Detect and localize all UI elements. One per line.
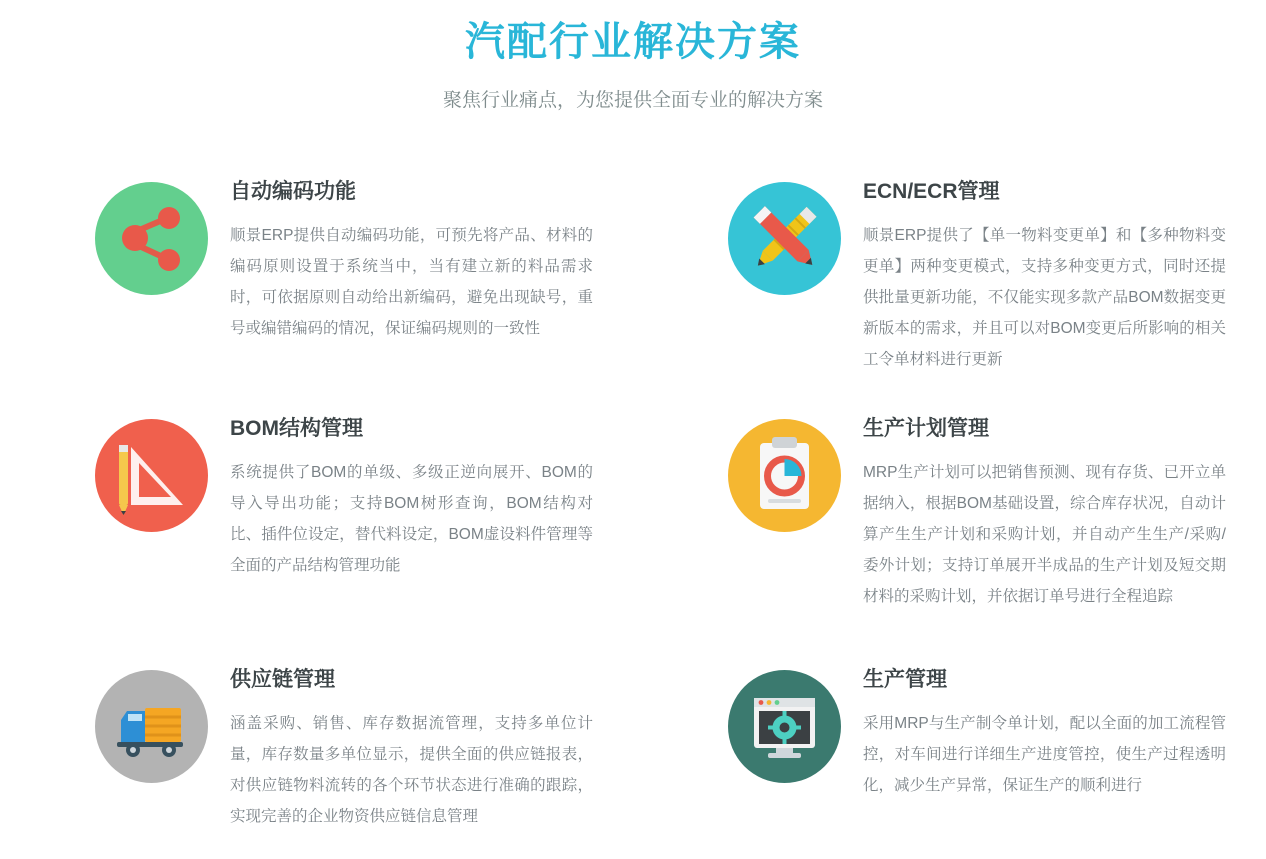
card-text: 顺景ERP提供了【单一物料变更单】和【多种物料变更单】两种变更模式，支持多种变更方式，同时还提供批量更新功能，不仅能实现多款产品BOM数据变更新版本的需求，并且可以对BOM变更后所影响的相关工令单材料进行更新: [863, 227, 1226, 368]
card-text: 采用MRP与生产制令单计划，配以全面的加工流程管控，对车间进行详细生产进度管控，使生产过程透明化，减少生产异常，保证生产的顺利进行: [863, 715, 1226, 794]
pencil-ruler-icon: [728, 182, 841, 295]
card-title: 生产管理: [863, 668, 947, 691]
icon-wrapper: [728, 670, 841, 783]
feature-card: [0, 656, 633, 856]
monitor-gear-icon: [728, 670, 841, 783]
feature-card: [0, 405, 633, 656]
feature-card: [0, 168, 633, 405]
icon-wrapper: [728, 182, 841, 295]
clipboard-chart-icon: [728, 419, 841, 532]
card-title: BOM结构管理: [230, 417, 363, 440]
card-title: 供应链管理: [230, 668, 335, 691]
card-title: 生产计划管理: [863, 417, 989, 440]
card-body: [841, 168, 1226, 375]
card-title: ECN/ECR管理: [863, 180, 1000, 203]
card-body: [208, 656, 593, 832]
page-header: [0, 0, 1266, 114]
card-body: [208, 168, 593, 344]
feature-card: [633, 656, 1266, 856]
card-body: [208, 405, 593, 581]
set-square-icon: [95, 419, 208, 532]
feature-card: [633, 168, 1266, 405]
icon-wrapper: [728, 419, 841, 532]
card-text: 系统提供了BOM的单级、多级正逆向展开、BOM的导入导出功能；支持BOM树形查询，BOM结构对比、插件位设定，替代料设定，BOM虚设料件管理等全面的产品结构管理功能: [230, 464, 593, 574]
card-body: [841, 405, 1226, 612]
icon-wrapper: [95, 182, 208, 295]
delivery-truck-icon: [95, 670, 208, 783]
page-subtitle: 聚焦行业痛点，为您提供全面专业的解决方案: [442, 90, 823, 111]
icon-wrapper: [95, 419, 208, 532]
card-text: 涵盖采购、销售、库存数据流管理，支持多单位计量，库存数量多单位显示，提供全面的供应链报表，对供应链物料流转的各个环节状态进行准确的跟踪，实现完善的企业物资供应链信息管理: [230, 715, 593, 825]
card-body: [841, 656, 1226, 801]
feature-card: [633, 405, 1266, 656]
card-text: MRP生产计划可以把销售预测、现有存货、已开立单据纳入，根据BOM基础设置，综合库存状况，自动计算产生生产计划和采购计划，并自动产生生产/采购/委外计划；支持订单展开半成品的生产计划及短交期材料的采购计划，并依据订单号进行全程追踪: [863, 464, 1226, 605]
page-title: 汽配行业解决方案: [465, 20, 801, 64]
icon-wrapper: [95, 670, 208, 783]
feature-grid: [0, 168, 1266, 856]
card-text: 顺景ERP提供自动编码功能，可预先将产品、材料的编码原则设置于系统当中，当有建立新的料品需求时，可依据原则自动给出新编码，避免出现缺号，重号或编错编码的情况，保证编码规则的一致性: [230, 227, 593, 337]
card-title: 自动编码功能: [230, 180, 356, 203]
share-nodes-icon: [95, 182, 208, 295]
